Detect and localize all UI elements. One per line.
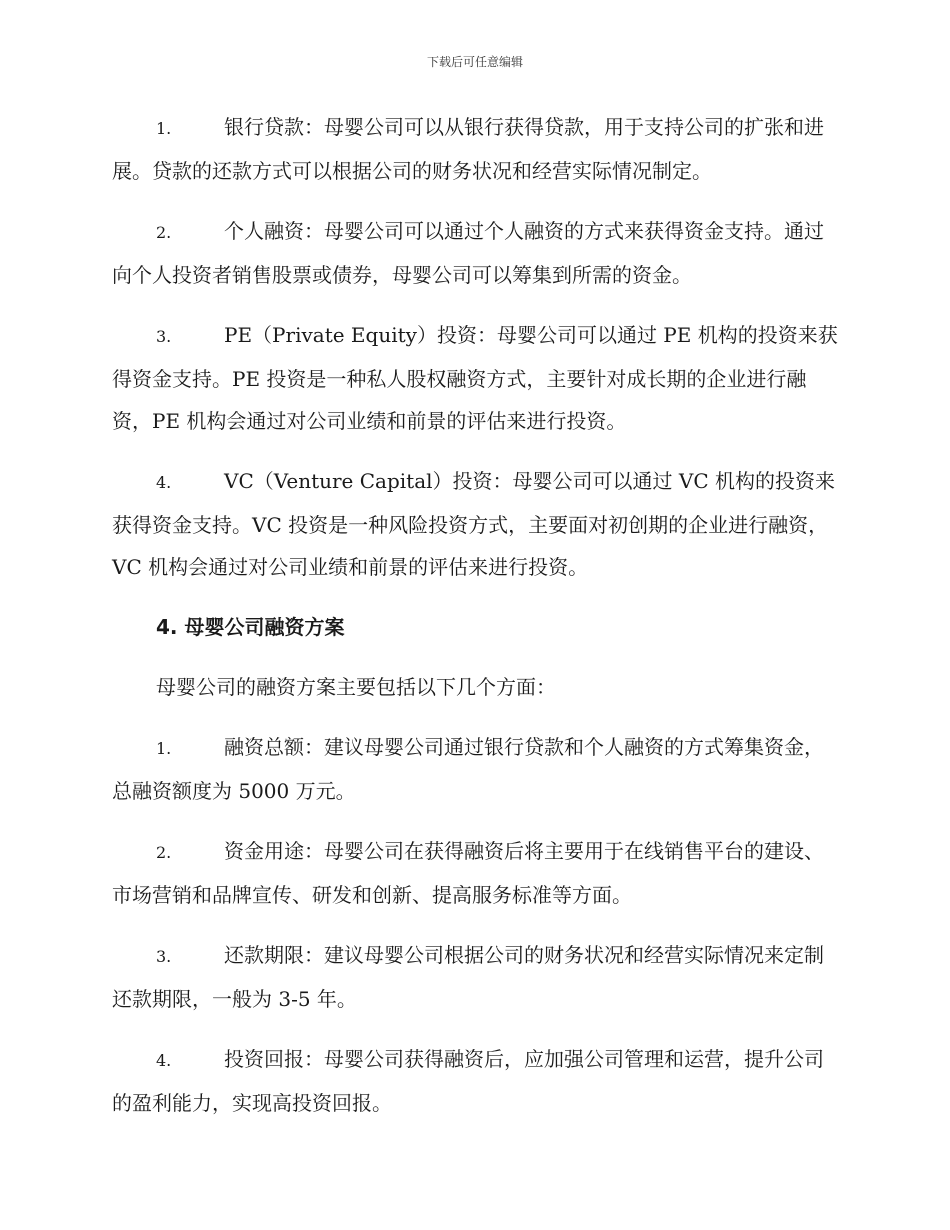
list-text: VC（Venture Capital）投资：母婴公司可以通过 VC 机构的投资来获得资金支持。VC 投资是一种风险投资方式，主要面对初创期的企业进行融资，VC 机构会通过对公司业绩和前景的评估来进行投资。	[112, 469, 835, 579]
list-item	[112, 934, 842, 1020]
list-item	[112, 460, 842, 588]
list-number: 3.	[156, 327, 172, 346]
list-item	[112, 210, 842, 296]
list-item	[112, 1038, 842, 1124]
section-heading: 4. 母婴公司融资方案	[156, 615, 345, 639]
list-number: 2.	[156, 223, 172, 242]
list-item	[112, 830, 842, 916]
section-intro: 母婴公司的融资方案主要包括以下几个方面：	[156, 675, 556, 699]
list-text: PE（Private Equity）投资：母婴公司可以通过 PE 机构的投资来获得资金支持。PE 投资是一种私人股权融资方式，主要针对成长期的企业进行融资，PE 机构会通过对公司业绩和前景的评估来进行投资。	[112, 323, 838, 433]
list-number: 1.	[156, 739, 172, 758]
list-number: 3.	[156, 947, 172, 966]
list-text: 融资总额：建议母婴公司通过银行贷款和个人融资的方式筹集资金，总融资额度为 5000 万元。	[112, 735, 824, 803]
list-number: 4.	[156, 1051, 172, 1070]
list-text: 个人融资：母婴公司可以通过个人融资的方式来获得资金支持。通过向个人投资者销售股票或债券，母婴公司可以筹集到所需的资金。	[112, 219, 824, 287]
list-text: 银行贷款：母婴公司可以从银行获得贷款，用于支持公司的扩张和进展。贷款的还款方式可以根据公司的财务状况和经营实际情况制定。	[112, 115, 824, 183]
list-number: 2.	[156, 843, 172, 862]
page-header: 下载后可任意编辑	[426, 55, 523, 69]
list-text: 资金用途：母婴公司在获得融资后将主要用于在线销售平台的建设、市场营销和品牌宣传、研发和创新、提高服务标准等方面。	[112, 839, 824, 907]
list-item	[112, 314, 842, 442]
list-number: 1.	[156, 119, 172, 138]
document-body	[112, 106, 842, 1142]
list-number: 4.	[156, 473, 172, 492]
list-text: 投资回报：母婴公司获得融资后，应加强公司管理和运营，提升公司的盈利能力，实现高投资回报。	[112, 1047, 824, 1115]
list-item	[112, 726, 842, 812]
list-item	[112, 106, 842, 192]
list-text: 还款期限：建议母婴公司根据公司的财务状况和经营实际情况来定制还款期限，一般为 3-5 年。	[112, 943, 824, 1011]
